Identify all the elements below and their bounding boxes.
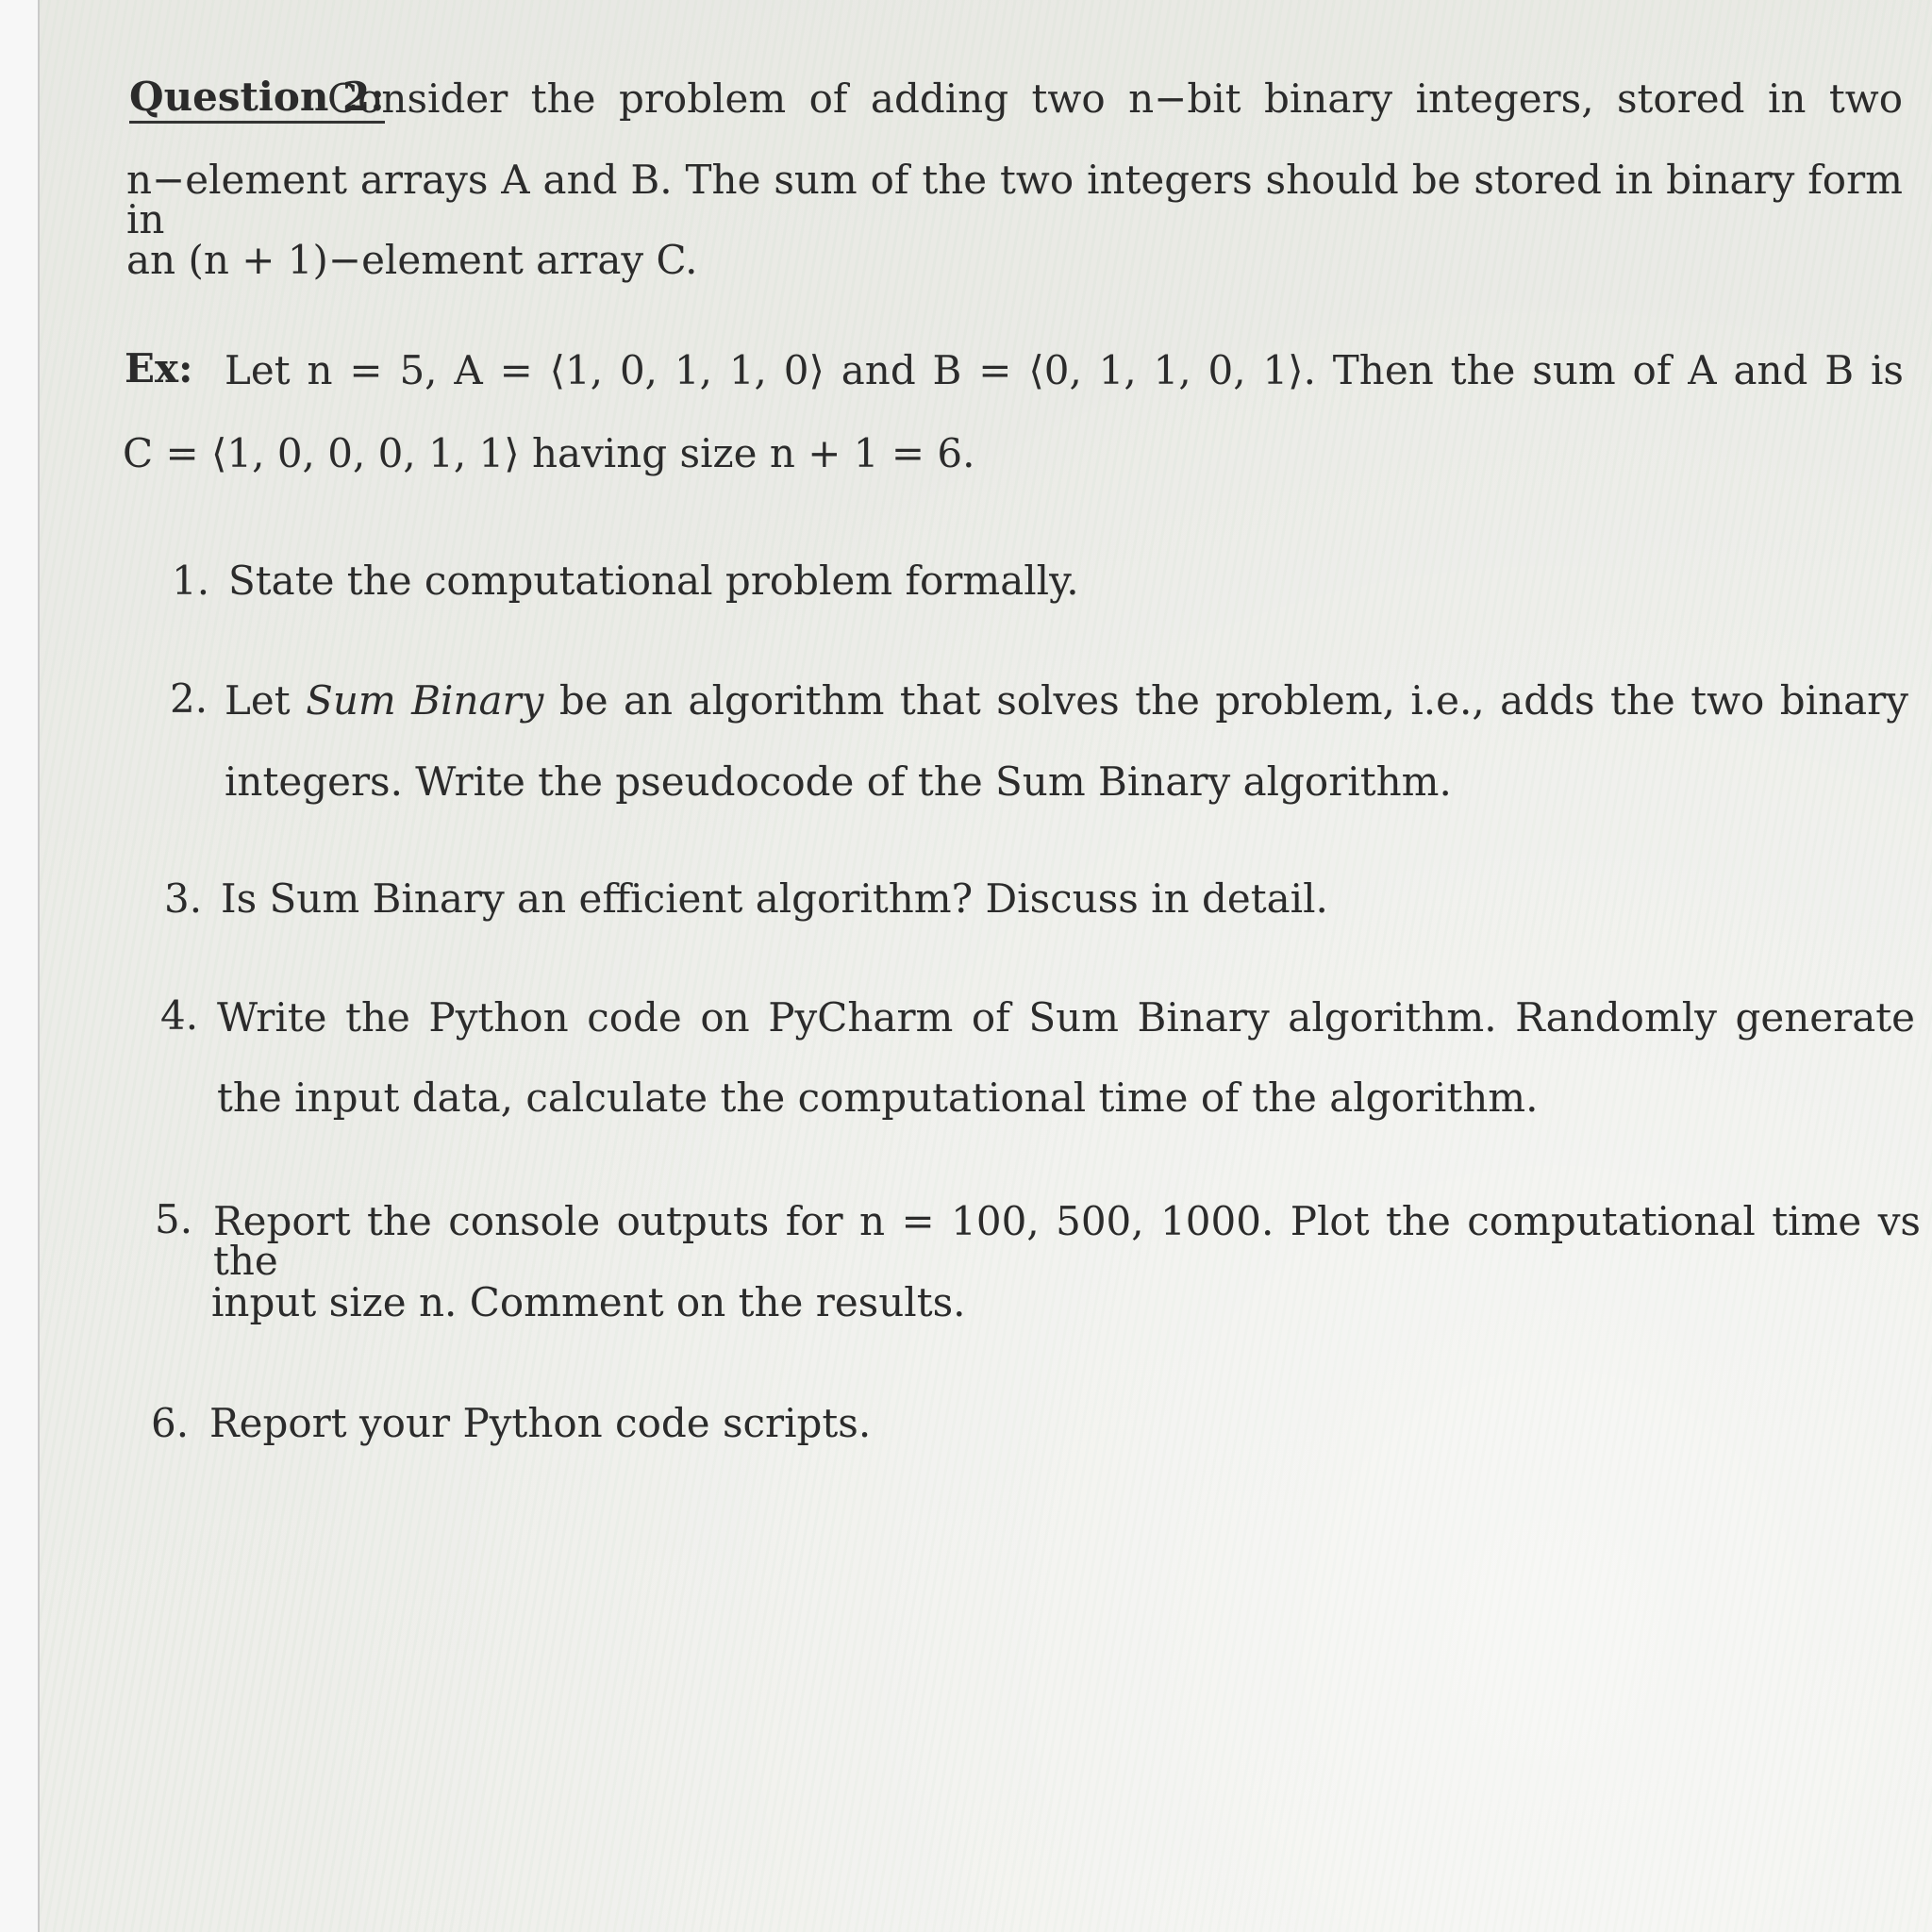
question-heading: Question 2: — [129, 77, 385, 124]
task-2-line-2: integers. Write the pseudocode of the Sum Binary algorithm. — [225, 758, 1452, 805]
task-number-4: 4. — [160, 992, 199, 1039]
task-3-line-1: Is Sum Binary an efficient algorithm? Discuss in detail. — [221, 875, 1328, 922]
task-1-line-1: State the computational problem formally. — [228, 558, 1079, 604]
page-edge-strip — [0, 0, 40, 1932]
task-number-2: 2. — [170, 675, 208, 722]
task-4-line-1: Write the Python code on PyCharm of Sum Binary algorithm. Randomly generate — [217, 994, 1915, 1041]
task-2-line-1 — [225, 677, 1908, 724]
example-line-2: C = ⟨1, 0, 0, 0, 1, 1⟩ having size n + 1 = 6. — [123, 430, 975, 476]
task-5-line-2: input size n. Comment on the results. — [211, 1279, 966, 1325]
task-5-line-1: Report the console outputs for n = 100, 500, 1000. Plot the computational time vs the — [213, 1198, 1921, 1284]
task-number-3: 3. — [164, 875, 203, 922]
question-intro-line-2: n−element arrays A and B. The sum of the two integers should be stored in binary form in — [126, 157, 1903, 242]
example-line-1: Let n = 5, A = ⟨1, 0, 1, 1, 0⟩ and B = ⟨0, 1, 1, 0, 1⟩. Then the sum of A and B is — [225, 347, 1904, 393]
paper-page — [40, 0, 1932, 1932]
question-intro-line-1: Consider the problem of adding two n−bit binary integers, stored in two — [327, 75, 1903, 122]
task-2-prefix: Let — [225, 677, 307, 724]
task-number-5: 5. — [155, 1196, 193, 1242]
task-4-line-2: the input data, calculate the computational time of the algorithm. — [217, 1074, 1539, 1121]
task-2-suffix: be an algorithm that solves the problem, i.e., adds the two binary — [543, 677, 1908, 724]
example-label: Ex: — [125, 345, 193, 391]
task-2-algorithm-name: Sum Binary — [306, 677, 544, 724]
task-number-6: 6. — [151, 1400, 190, 1446]
task-number-1: 1. — [172, 558, 210, 604]
task-6-line-1: Report your Python code scripts. — [209, 1400, 872, 1446]
question-intro-line-3: an (n + 1)−element array C. — [126, 237, 698, 283]
